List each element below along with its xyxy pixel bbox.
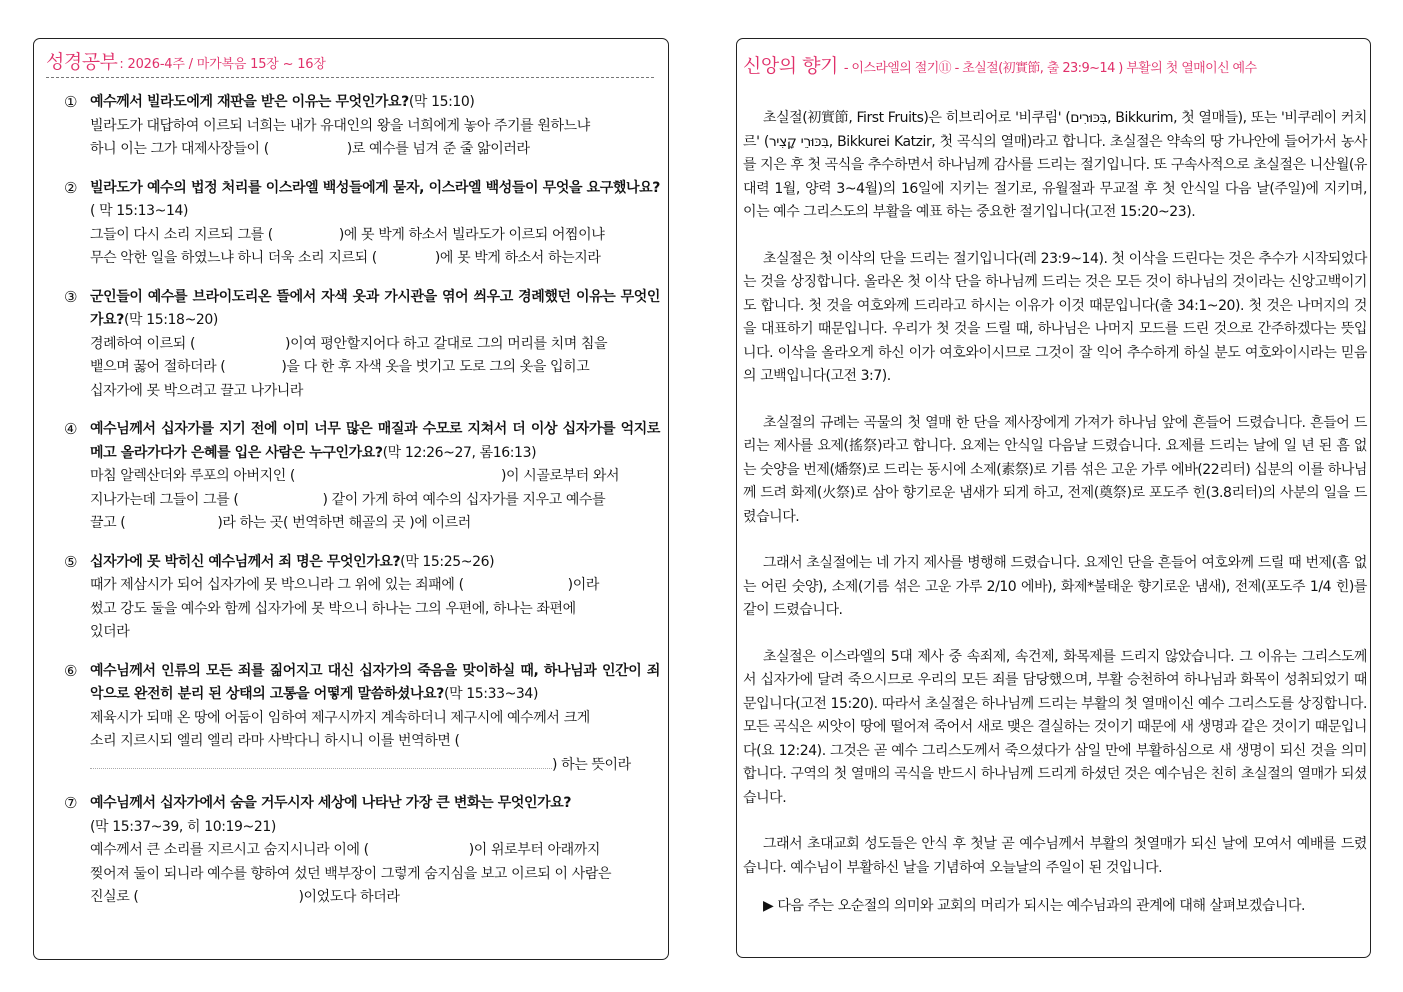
question-6 — [64, 660, 660, 778]
bible-study-title: 성경공부 — [46, 51, 118, 73]
answer-line: 빌라도가 대답하여 이르되 너희는 내가 유대인의 왕을 너희에게 놓아 주기를 원하느냐 — [90, 117, 590, 134]
answer-line: 뱉으며 꿇어 절하더라 ( — [90, 359, 226, 375]
question-number: ⑥ — [64, 661, 78, 680]
answer-line: ) 하는 뜻이라 — [552, 756, 631, 773]
article-paragraph: 초실절은 이스라엘의 5대 제사 중 속죄제, 속건제, 화목제를 드리지 않았습니다. 그 이유는 그리스도께서 십자가에 달려 죽으시므로 우리의 모든 죄를 담당했으며, 부활 승천하여 하나님과 화목이 성취되었기 때문입니다(고전 15:20). 따라서 초실절은 하나님께 드리는 부활의 첫 열매이신 예수 그리스도를 상징합니다. 모든 곡식은 씨앗이 땅에 떨어져 죽어서 새로 맺은 결실하는 것이기 때문에 새 생명과 같은 것이기 때문입니다(요 12:24). 그것은 곧 예수 그리스도께서 죽으셨다가 삼일 만에 부활하심으로 새 생명이 되신 것을 의미합니다. 구역의 첫 열매의 곡식을 반드시 하나님께 드리게 하셨던 것은 예수님은 친히 초실절의 열매가 되셨습니다. — [743, 648, 1367, 806]
answer-line: 경례하여 이르되 ( — [90, 335, 196, 352]
question-1 — [64, 91, 660, 162]
bible-study-panel — [33, 38, 669, 960]
answer-line: 십자가에 못 박으려고 끌고 나가니라 — [90, 382, 304, 399]
question-reference: ( 막 15:13~14) — [90, 203, 189, 219]
question-number: ① — [64, 93, 78, 111]
answer-line: 때가 제삼시가 되어 십자가에 못 박으니라 그 위에 있는 죄패에 ( — [90, 577, 464, 593]
answer-line: )이었도다 하더라 — [298, 889, 400, 905]
answer-line: )이여 평안할지어다 하고 갈대로 그의 머리를 치며 침을 — [285, 335, 608, 352]
article-paragraph: 초실절(初實節, First Fruits)은 히브리어로 '비쿠림' (בִּכּוּרִים, Bikkurim, 첫 열매들), 또는 '비쿠레이 커치르' (בִּכּוּרֵי קָצִיר, Bikkurei Katzir, 첫 곡식의 열매)라고 합니다. 초실절은 약속의 땅 가나안에 들어가서 농사를 지은 후 첫 곡식을 추수하면서 하나님께 감사를 드리는 절기입니다. 또 구속사적으로 초실절은 니산월(유대력 1월, 양력 3~4월)의 16일에 지키는 절기로, 유월절과 무교절 후 첫 안식일 다음 날(주일)에 지키며, 이는 예수 그리스도의 부활을 예표 하는 중요한 절기입니다(고전 15:20~23). — [743, 110, 1367, 220]
question-text: 빌라도가 예수의 법정 처리를 이스라엘 백성들에게 묻자, 이스라엘 백성들이 무엇을 요구했나요? — [90, 179, 660, 196]
answer-line: )라 하는 곳( 번역하면 해골의 곳 )에 이르러 — [217, 515, 471, 531]
question-text: 예수께서 빌라도에게 재판을 받은 이유는 무엇인가요? — [90, 94, 409, 110]
faith-article-header — [743, 51, 1365, 78]
question-number: ② — [64, 178, 78, 197]
answer-line: 있더라 — [90, 624, 130, 640]
bible-study-header — [46, 47, 654, 78]
answer-line: 썼고 강도 둘을 예수와 함께 십자가에 못 박으니 하나는 그의 우편에, 하나는 좌편에 — [90, 600, 576, 617]
answer-line: 제육시가 되매 온 땅에 어둠이 임하여 제구시까지 계속하더니 제구시에 예수께서 크게 — [90, 709, 590, 726]
answer-line: ) 같이 가게 하여 예수의 십자가를 지우고 예수를 — [322, 491, 606, 508]
question-number: ③ — [64, 287, 78, 306]
answer-passage — [90, 707, 660, 778]
question-text: 군인들이 예수를 브라이도리온 뜰에서 자색 옷과 가시관을 엮어 씌우고 경례했던 이유는 무엇인가요? — [90, 288, 660, 328]
answer-line: )로 예수를 넘겨 준 줄 앎이러라 — [346, 141, 530, 157]
faith-article-title: 신앙의 향기 — [743, 55, 838, 77]
question-text: 예수님께서 십자가를 지기 전에 이미 너무 많은 매질과 수모로 지쳐서 더 이상 십자가를 억지로 메고 올라가다가 은혜를 입은 사람은 누구인가요? — [90, 421, 660, 461]
question-reference: (막 15:25~26) — [400, 553, 495, 570]
next-week-note: ▶ 다음 주는 오순절의 의미와 교회의 머리가 되시는 예수님과의 관계에 대해 살펴보겠습니다. — [763, 898, 1306, 914]
answer-line: 끌고 ( — [90, 515, 126, 531]
question-reference: (막 12:26~27, 롬16:13) — [382, 444, 537, 461]
question-number: ④ — [64, 420, 78, 438]
answer-line: 소리 지르시되 엘리 엘리 라마 사박다니 하시니 이를 번역하면 ( — [90, 733, 460, 749]
answer-line: 진실로 ( — [90, 889, 139, 905]
answer-line: 예수께서 큰 소리를 지르시고 숨지시니라 이에 ( — [90, 842, 369, 858]
question-number: ⑤ — [64, 552, 78, 571]
answer-line: 지나가는데 그들이 그를 ( — [90, 491, 239, 508]
answer-blank[interactable] — [90, 768, 552, 769]
answer-passage — [90, 839, 660, 910]
answer-line: 찢어져 둘이 되니라 예수를 향하여 섰던 백부장이 그렇게 숨지심을 보고 이르되 이 사람은 — [90, 865, 612, 882]
article-paragraph: 초실절의 규례는 곡물의 첫 열매 한 단을 제사장에게 가져가 하나님 앞에 흔들어 드렸습니다. 흔들어 드리는 제사를 요제(搖祭)라고 합니다. 요제는 안식일 다음날 드렸습니다. 요제를 드리는 날에 일 년 된 흠 없는 숫양을 번제(燔祭)로 드리는 동시에 소제(素祭)로 기름 섞은 고운 가루 에바(22리터) 십분의 이를 하나님께 드려 화제(火祭)로 삼아 향기로운 냄새가 되게 하고, 전제(奠祭)로 포도주 힌(3.8리터)의 사분의 일을 드렸습니다. — [743, 414, 1367, 525]
question-text: 십자가에 못 박히신 예수님께서 죄 명은 무엇인가요? — [90, 553, 401, 570]
question-4 — [64, 418, 660, 536]
question-text: 예수님께서 인류의 모든 죄를 짊어지고 대신 십자가의 죽음을 맞이하실 때, 하나님과 인간이 죄악으로 완전히 분리 된 상태의 고통을 어떻게 말씀하셨나요? — [90, 662, 660, 702]
question-number: ⑦ — [64, 794, 78, 812]
question-text: 예수님께서 십자가에서 숨을 거두시자 세상에 나타난 가장 큰 변화는 무엇인가요? — [90, 795, 572, 811]
answer-passage — [90, 224, 660, 271]
answer-line: 마침 알렉산더와 루포의 아버지인 ( — [90, 468, 295, 484]
article-body — [743, 99, 1367, 919]
question-5 — [64, 551, 660, 645]
bible-study-subtitle: : 2026-4주 / 마가복음 15장 ~ 16장 — [119, 57, 326, 72]
question-3 — [64, 286, 660, 404]
article-paragraph: 초실절은 첫 이삭의 단을 드리는 절기입니다(레 23:9~14). 첫 이삭을 드린다는 것은 추수가 시작되었다는 것을 상징합니다. 올라온 첫 이삭 단을 하나님께 드리는 것은 모든 것이 하나님의 것이라는 신앙고백이기도 합니다. 첫 것을 여호와께 드리라고 하시는 이유가 이것 때문입니다(출 34:1~20). 첫 것은 나머지의 것을 대표하기 때문입니다. 우리가 첫 것을 드릴 때, 하나님은 나머지 모드를 드린 것으로 간주하겠다는 뜻입니다. 이삭을 올라오게 하신 이가 여호와이시므로 그것이 잘 익어 추수하게 하실 분도 여호와이시라는 믿음의 고백입니다(고전 3:7). — [743, 250, 1367, 384]
article-paragraph: 그래서 초대교회 성도들은 안식 후 첫날 곧 예수님께서 부활의 첫열매가 되신 날에 모여서 예배를 드렸습니다. 예수님이 부활하신 날을 기념하여 오늘날의 주일이 된 것입니다. — [743, 836, 1367, 876]
question-reference: (막 15:33~34) — [444, 686, 539, 702]
question-reference: (막 15:18~20) — [123, 312, 218, 328]
answer-passage — [90, 115, 660, 162]
question-2 — [64, 177, 660, 271]
answer-line: )이 위로부터 아래까지 — [468, 842, 600, 858]
answer-passage — [90, 465, 660, 536]
faith-article-panel — [736, 38, 1371, 958]
answer-passage — [90, 333, 660, 404]
question-list — [64, 91, 660, 925]
faith-article-subtitle: - 이스라엘의 절기⑪ - 초실절(初實節, 출 23:9~14 ) 부활의 첫 열매이신 예수 — [843, 61, 1257, 76]
answer-line: 그들이 다시 소리 지르되 그를 ( — [90, 226, 273, 243]
question-reference: (막 15:37~39, 히 10:19~21) — [90, 818, 276, 835]
answer-line: )이라 — [567, 577, 599, 593]
answer-line: )에 못 박게 하소서 하는지라 — [434, 250, 601, 266]
answer-passage — [90, 574, 660, 645]
question-7 — [64, 792, 660, 910]
answer-line: 무슨 악한 일을 하였느냐 하니 더욱 소리 지르되 ( — [90, 250, 377, 266]
answer-line: )이 시골로부터 와서 — [501, 468, 620, 484]
answer-line: )을 다 한 후 자색 옷을 벗기고 도로 그의 옷을 입히고 — [281, 359, 590, 375]
question-reference: (막 15:10) — [408, 94, 475, 110]
answer-line: )에 못 박게 하소서 빌라도가 이르되 어찜이냐 — [338, 226, 605, 243]
article-paragraph: 그래서 초실절에는 네 가지 제사를 병행해 드렸습니다. 요제인 단을 흔들어 여호와께 드릴 때 번제(흠 없는 어린 숫양), 소제(기름 섞은 고운 가루 2/10 에바), 화제*불태운 향기로운 냄새), 전제(포도주 1/4 힌)를 같이 드렸습니다. — [743, 555, 1367, 618]
answer-line: 하니 이는 그가 대제사장들이 ( — [90, 141, 269, 157]
